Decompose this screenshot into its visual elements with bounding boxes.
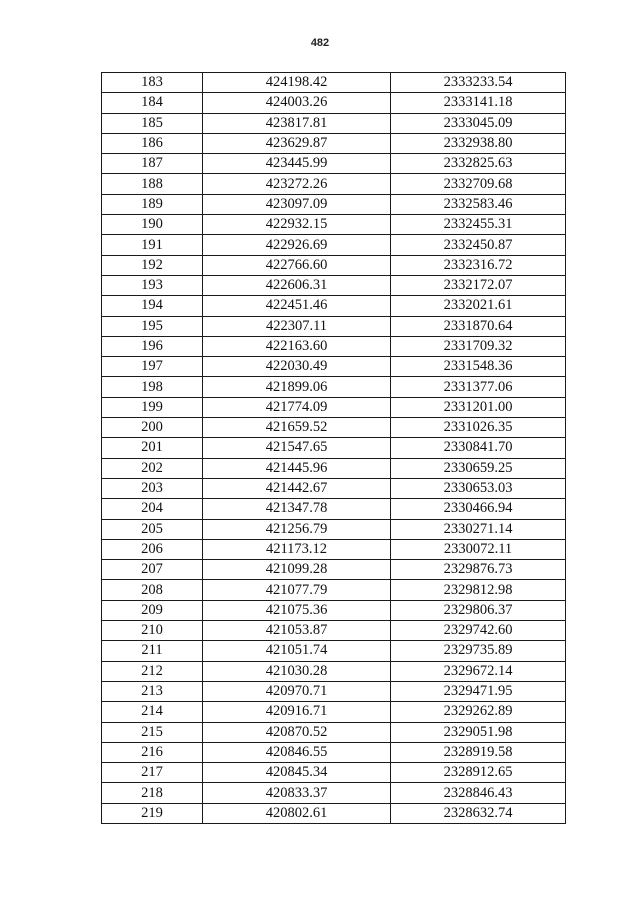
x-coordinate-cell: 420870.52 xyxy=(203,722,391,742)
x-coordinate-cell: 422451.46 xyxy=(203,296,391,316)
table-row xyxy=(102,93,566,113)
table-row xyxy=(102,661,566,681)
table-row xyxy=(102,255,566,275)
point-number-cell: 203 xyxy=(102,478,203,498)
point-number-cell: 193 xyxy=(102,275,203,295)
y-coordinate-cell: 2328912.65 xyxy=(391,763,566,783)
table-body xyxy=(102,73,566,824)
x-coordinate-cell: 422932.15 xyxy=(203,215,391,235)
y-coordinate-cell: 2330659.25 xyxy=(391,458,566,478)
y-coordinate-cell: 2328919.58 xyxy=(391,742,566,762)
table-row xyxy=(102,174,566,194)
table-row xyxy=(102,113,566,133)
point-number-cell: 213 xyxy=(102,681,203,701)
point-number-cell: 212 xyxy=(102,661,203,681)
y-coordinate-cell: 2329262.89 xyxy=(391,702,566,722)
point-number-cell: 198 xyxy=(102,377,203,397)
x-coordinate-cell: 424003.26 xyxy=(203,93,391,113)
x-coordinate-cell: 421659.52 xyxy=(203,418,391,438)
point-number-cell: 205 xyxy=(102,519,203,539)
x-coordinate-cell: 420833.37 xyxy=(203,783,391,803)
point-number-cell: 184 xyxy=(102,93,203,113)
y-coordinate-cell: 2332583.46 xyxy=(391,194,566,214)
point-number-cell: 208 xyxy=(102,580,203,600)
point-number-cell: 185 xyxy=(102,113,203,133)
y-coordinate-cell: 2332316.72 xyxy=(391,255,566,275)
x-coordinate-cell: 423445.99 xyxy=(203,154,391,174)
y-coordinate-cell: 2333233.54 xyxy=(391,73,566,93)
table-row xyxy=(102,681,566,701)
x-coordinate-cell: 421256.79 xyxy=(203,519,391,539)
y-coordinate-cell: 2333141.18 xyxy=(391,93,566,113)
table-row xyxy=(102,377,566,397)
x-coordinate-cell: 422030.49 xyxy=(203,357,391,377)
y-coordinate-cell: 2329876.73 xyxy=(391,560,566,580)
point-number-cell: 197 xyxy=(102,357,203,377)
point-number-cell: 218 xyxy=(102,783,203,803)
point-number-cell: 199 xyxy=(102,397,203,417)
point-number-cell: 195 xyxy=(102,316,203,336)
y-coordinate-cell: 2329806.37 xyxy=(391,600,566,620)
x-coordinate-cell: 422307.11 xyxy=(203,316,391,336)
y-coordinate-cell: 2331870.64 xyxy=(391,316,566,336)
point-number-cell: 215 xyxy=(102,722,203,742)
table-row xyxy=(102,499,566,519)
x-coordinate-cell: 421774.09 xyxy=(203,397,391,417)
table-row xyxy=(102,418,566,438)
table-row xyxy=(102,478,566,498)
y-coordinate-cell: 2333045.09 xyxy=(391,113,566,133)
table-row xyxy=(102,539,566,559)
x-coordinate-cell: 421173.12 xyxy=(203,539,391,559)
y-coordinate-cell: 2332709.68 xyxy=(391,174,566,194)
y-coordinate-cell: 2328846.43 xyxy=(391,783,566,803)
y-coordinate-cell: 2331026.35 xyxy=(391,418,566,438)
y-coordinate-cell: 2329471.95 xyxy=(391,681,566,701)
table-row xyxy=(102,580,566,600)
x-coordinate-cell: 421099.28 xyxy=(203,560,391,580)
x-coordinate-cell: 420970.71 xyxy=(203,681,391,701)
table-row xyxy=(102,336,566,356)
x-coordinate-cell: 421547.65 xyxy=(203,438,391,458)
x-coordinate-cell: 422606.31 xyxy=(203,275,391,295)
x-coordinate-cell: 421899.06 xyxy=(203,377,391,397)
table-row xyxy=(102,722,566,742)
table-row xyxy=(102,194,566,214)
y-coordinate-cell: 2332455.31 xyxy=(391,215,566,235)
point-number-cell: 186 xyxy=(102,133,203,153)
table-row xyxy=(102,763,566,783)
x-coordinate-cell: 420846.55 xyxy=(203,742,391,762)
table-row xyxy=(102,641,566,661)
x-coordinate-cell: 421445.96 xyxy=(203,458,391,478)
x-coordinate-cell: 421075.36 xyxy=(203,600,391,620)
point-number-cell: 202 xyxy=(102,458,203,478)
point-number-cell: 194 xyxy=(102,296,203,316)
point-number-cell: 187 xyxy=(102,154,203,174)
y-coordinate-cell: 2332450.87 xyxy=(391,235,566,255)
x-coordinate-cell: 421030.28 xyxy=(203,661,391,681)
y-coordinate-cell: 2330466.94 xyxy=(391,499,566,519)
y-coordinate-cell: 2329735.89 xyxy=(391,641,566,661)
x-coordinate-cell: 420802.61 xyxy=(203,803,391,823)
y-coordinate-cell: 2329051.98 xyxy=(391,722,566,742)
y-coordinate-cell: 2331377.06 xyxy=(391,377,566,397)
y-coordinate-cell: 2330271.14 xyxy=(391,519,566,539)
table-row xyxy=(102,154,566,174)
table-row xyxy=(102,458,566,478)
y-coordinate-cell: 2331201.00 xyxy=(391,397,566,417)
x-coordinate-cell: 421077.79 xyxy=(203,580,391,600)
point-number-cell: 191 xyxy=(102,235,203,255)
point-number-cell: 190 xyxy=(102,215,203,235)
y-coordinate-cell: 2330072.11 xyxy=(391,539,566,559)
x-coordinate-cell: 421347.78 xyxy=(203,499,391,519)
point-number-cell: 196 xyxy=(102,336,203,356)
x-coordinate-cell: 423272.26 xyxy=(203,174,391,194)
x-coordinate-cell: 424198.42 xyxy=(203,73,391,93)
table-row xyxy=(102,235,566,255)
y-coordinate-cell: 2330653.03 xyxy=(391,478,566,498)
x-coordinate-cell: 423817.81 xyxy=(203,113,391,133)
point-number-cell: 210 xyxy=(102,621,203,641)
x-coordinate-cell: 421442.67 xyxy=(203,478,391,498)
y-coordinate-cell: 2328632.74 xyxy=(391,803,566,823)
table-row xyxy=(102,133,566,153)
point-number-cell: 189 xyxy=(102,194,203,214)
y-coordinate-cell: 2332021.61 xyxy=(391,296,566,316)
y-coordinate-cell: 2331709.32 xyxy=(391,336,566,356)
coordinates-table xyxy=(101,72,566,824)
point-number-cell: 211 xyxy=(102,641,203,661)
x-coordinate-cell: 423097.09 xyxy=(203,194,391,214)
y-coordinate-cell: 2332938.80 xyxy=(391,133,566,153)
y-coordinate-cell: 2329812.98 xyxy=(391,580,566,600)
table-row xyxy=(102,742,566,762)
x-coordinate-cell: 420916.71 xyxy=(203,702,391,722)
x-coordinate-cell: 422766.60 xyxy=(203,255,391,275)
y-coordinate-cell: 2332825.63 xyxy=(391,154,566,174)
point-number-cell: 188 xyxy=(102,174,203,194)
y-coordinate-cell: 2332172.07 xyxy=(391,275,566,295)
y-coordinate-cell: 2330841.70 xyxy=(391,438,566,458)
table-row xyxy=(102,397,566,417)
x-coordinate-cell: 421051.74 xyxy=(203,641,391,661)
point-number-cell: 219 xyxy=(102,803,203,823)
x-coordinate-cell: 420845.34 xyxy=(203,763,391,783)
table-row xyxy=(102,560,566,580)
y-coordinate-cell: 2329742.60 xyxy=(391,621,566,641)
table-row xyxy=(102,275,566,295)
x-coordinate-cell: 423629.87 xyxy=(203,133,391,153)
point-number-cell: 207 xyxy=(102,560,203,580)
table-row xyxy=(102,296,566,316)
point-number-cell: 183 xyxy=(102,73,203,93)
point-number-cell: 206 xyxy=(102,539,203,559)
table-row xyxy=(102,357,566,377)
page-number: 482 xyxy=(310,37,330,49)
point-number-cell: 201 xyxy=(102,438,203,458)
table-row xyxy=(102,621,566,641)
table-row xyxy=(102,783,566,803)
table-row xyxy=(102,215,566,235)
table-row xyxy=(102,600,566,620)
y-coordinate-cell: 2329672.14 xyxy=(391,661,566,681)
table-row xyxy=(102,73,566,93)
table-row xyxy=(102,519,566,539)
table-row xyxy=(102,438,566,458)
table-row xyxy=(102,803,566,823)
point-number-cell: 216 xyxy=(102,742,203,762)
point-number-cell: 209 xyxy=(102,600,203,620)
y-coordinate-cell: 2331548.36 xyxy=(391,357,566,377)
point-number-cell: 200 xyxy=(102,418,203,438)
point-number-cell: 217 xyxy=(102,763,203,783)
x-coordinate-cell: 421053.87 xyxy=(203,621,391,641)
point-number-cell: 214 xyxy=(102,702,203,722)
table-row xyxy=(102,316,566,336)
point-number-cell: 204 xyxy=(102,499,203,519)
point-number-cell: 192 xyxy=(102,255,203,275)
table-row xyxy=(102,702,566,722)
x-coordinate-cell: 422926.69 xyxy=(203,235,391,255)
x-coordinate-cell: 422163.60 xyxy=(203,336,391,356)
